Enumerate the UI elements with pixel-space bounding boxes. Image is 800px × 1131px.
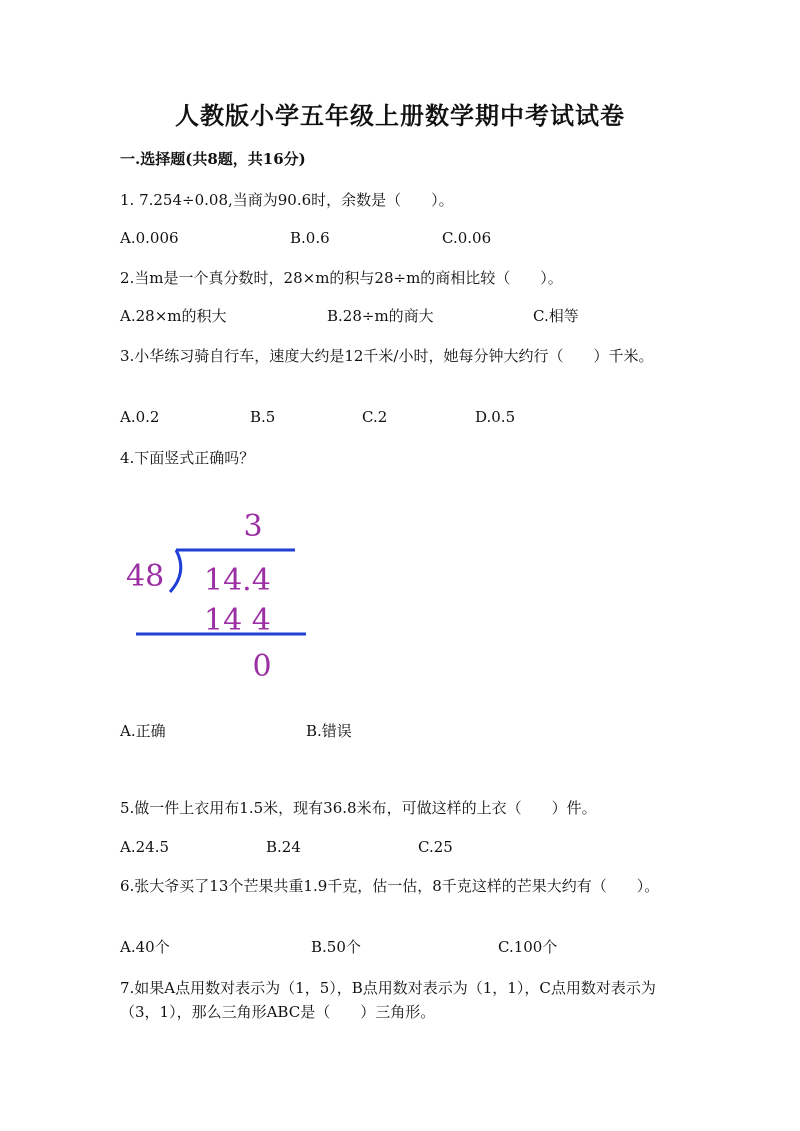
question-2-option-a: A.28×m的积大 [120, 307, 227, 325]
division-remainder: 0 [252, 649, 272, 684]
division-divisor: 48 [126, 559, 165, 594]
question-2-option-c: C.相等 [533, 307, 579, 325]
question-3-option-d: D.0.5 [475, 408, 516, 426]
question-6-option-b: B.50个 [311, 938, 361, 956]
question-3-option-c: C.2 [362, 408, 388, 426]
division-product: 14 4 [204, 603, 271, 638]
question-4-option-a: A.正确 [120, 722, 166, 740]
question-3-option-b: B.5 [250, 408, 276, 426]
question-1-option-b: B.0.6 [290, 229, 330, 247]
question-2-option-b: B.28÷m的商大 [327, 307, 434, 325]
division-bracket-curve [170, 550, 181, 592]
division-quotient: 3 [243, 509, 263, 544]
section-heading: 一.选择题(共8题，共16分) [120, 150, 306, 168]
question-6-option-c: C.100个 [498, 938, 558, 956]
question-3-option-a: A.0.2 [120, 408, 160, 426]
question-2-stem: 2.当m是一个真分数时，28×m的积与28÷m的商相比较（ ）。 [120, 269, 563, 287]
question-6-option-a: A.40个 [120, 938, 170, 956]
question-5-stem: 5.做一件上衣用布1.5米，现有36.8米布，可做这样的上衣（ ）件。 [120, 799, 597, 817]
question-4-stem: 4.下面竖式正确吗？ [120, 449, 255, 467]
question-6-stem: 6.张大爷买了13个芒果共重1.9千克，估一估，8千克这样的芒果大约有（ ）。 [120, 877, 660, 895]
division-dividend: 14.4 [204, 563, 271, 598]
question-5-option-a: A.24.5 [120, 838, 169, 856]
question-1-option-c: C.0.06 [442, 229, 492, 247]
question-1-stem: 1. 7.254÷0.08,当商为90.6时，余数是（ ）。 [120, 191, 454, 209]
question-5-option-c: C.25 [418, 838, 453, 856]
page-title: 人教版小学五年级上册数学期中考试试卷 [175, 101, 625, 130]
long-division-figure [118, 500, 318, 690]
question-3-stem: 3.小华练习骑自行车，速度大约是12千米/小时，她每分钟大约行（ ）千米。 [120, 347, 654, 365]
question-1-option-a: A.0.006 [120, 229, 179, 247]
question-5-option-b: B.24 [266, 838, 301, 856]
question-7-stem: 7.如果A点用数对表示为（1，5），B点用数对表示为（1，1），C点用数对表示为（3，1），那么三角形ABC是（ ）三角形。 [120, 979, 656, 1021]
question-4-option-b: B.错误 [306, 722, 352, 740]
